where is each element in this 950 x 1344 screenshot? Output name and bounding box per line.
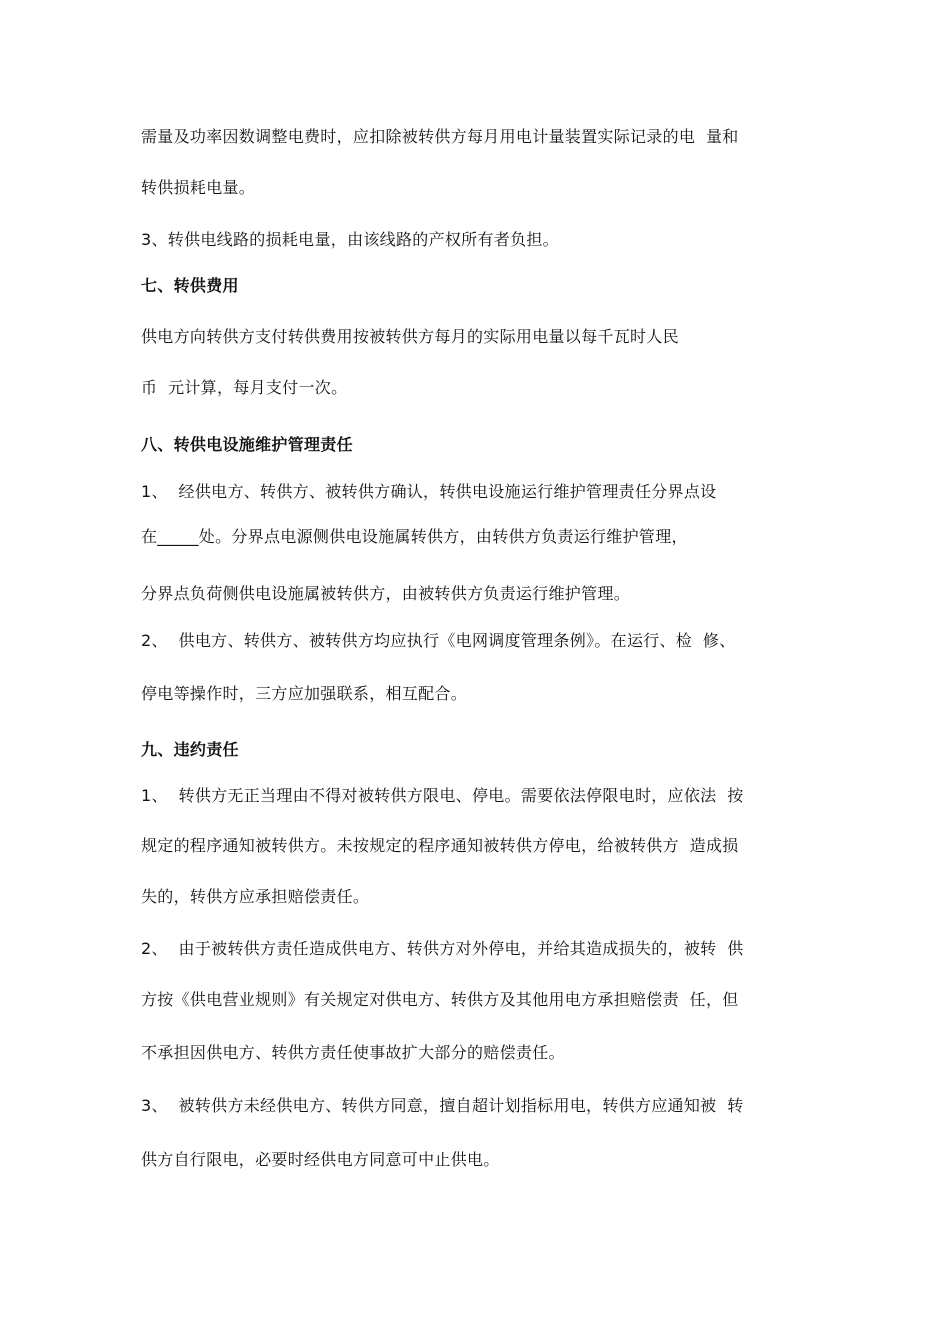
paragraph-line: 在_____处。分界点电源侧供电设施属转供方，由转供方负责运行维护管理， bbox=[141, 527, 688, 546]
paragraph-line: 不承担因供电方、转供方责任使事故扩大部分的赔偿责任。 bbox=[141, 1043, 565, 1062]
paragraph-line: 停电等操作时，三方应加强联系，相互配合。 bbox=[141, 684, 468, 703]
paragraph-line: 分界点负荷侧供电设施属被转供方，由被转供方负责运行维护管理。 bbox=[141, 584, 631, 603]
paragraph-line: 转供损耗电量。 bbox=[141, 178, 256, 197]
paragraph-line: 3、转供电线路的损耗电量，由该线路的产权所有者负担。 bbox=[141, 230, 559, 249]
paragraph-line: 1、 转供方无正当理由不得对被转供方限电、停电。需要依法停限电时，应依法 按 bbox=[141, 786, 744, 805]
section-heading: 八、转供电设施维护管理责任 bbox=[141, 435, 353, 454]
section-heading: 九、违约责任 bbox=[141, 740, 239, 759]
paragraph-line: 失的，转供方应承担赔偿责任。 bbox=[141, 887, 370, 906]
paragraph-line: 规定的程序通知被转供方。未按规定的程序通知被转供方停电，给被转供方 造成损 bbox=[141, 836, 739, 855]
paragraph-line: 需量及功率因数调整电费时，应扣除被转供方每月用电计量装置实际记录的电 量和 bbox=[141, 127, 739, 146]
paragraph-line: 供方自行限电，必要时经供电方同意可中止供电。 bbox=[141, 1150, 500, 1169]
paragraph-line: 供电方向转供方支付转供费用按被转供方每月的实际用电量以每千瓦时人民 bbox=[141, 327, 679, 346]
section-heading: 七、转供费用 bbox=[141, 276, 239, 295]
paragraph-line: 1、 经供电方、转供方、被转供方确认，转供电设施运行维护管理责任分界点设 bbox=[141, 482, 717, 501]
paragraph-line: 方按《供电营业规则》有关规定对供电方、转供方及其他用电方承担赔偿责 任，但 bbox=[141, 990, 739, 1009]
paragraph-line: 3、 被转供方未经供电方、转供方同意，擅自超计划指标用电，转供方应通知被 转 bbox=[141, 1096, 744, 1115]
paragraph-line: 币 元计算，每月支付一次。 bbox=[141, 378, 348, 397]
paragraph-line: 2、 供电方、转供方、被转供方均应执行《电网调度管理条例》。在运行、检 修、 bbox=[141, 631, 736, 650]
paragraph-line: 2、 由于被转供方责任造成供电方、转供方对外停电，并给其造成损失的，被转 供 bbox=[141, 939, 744, 958]
